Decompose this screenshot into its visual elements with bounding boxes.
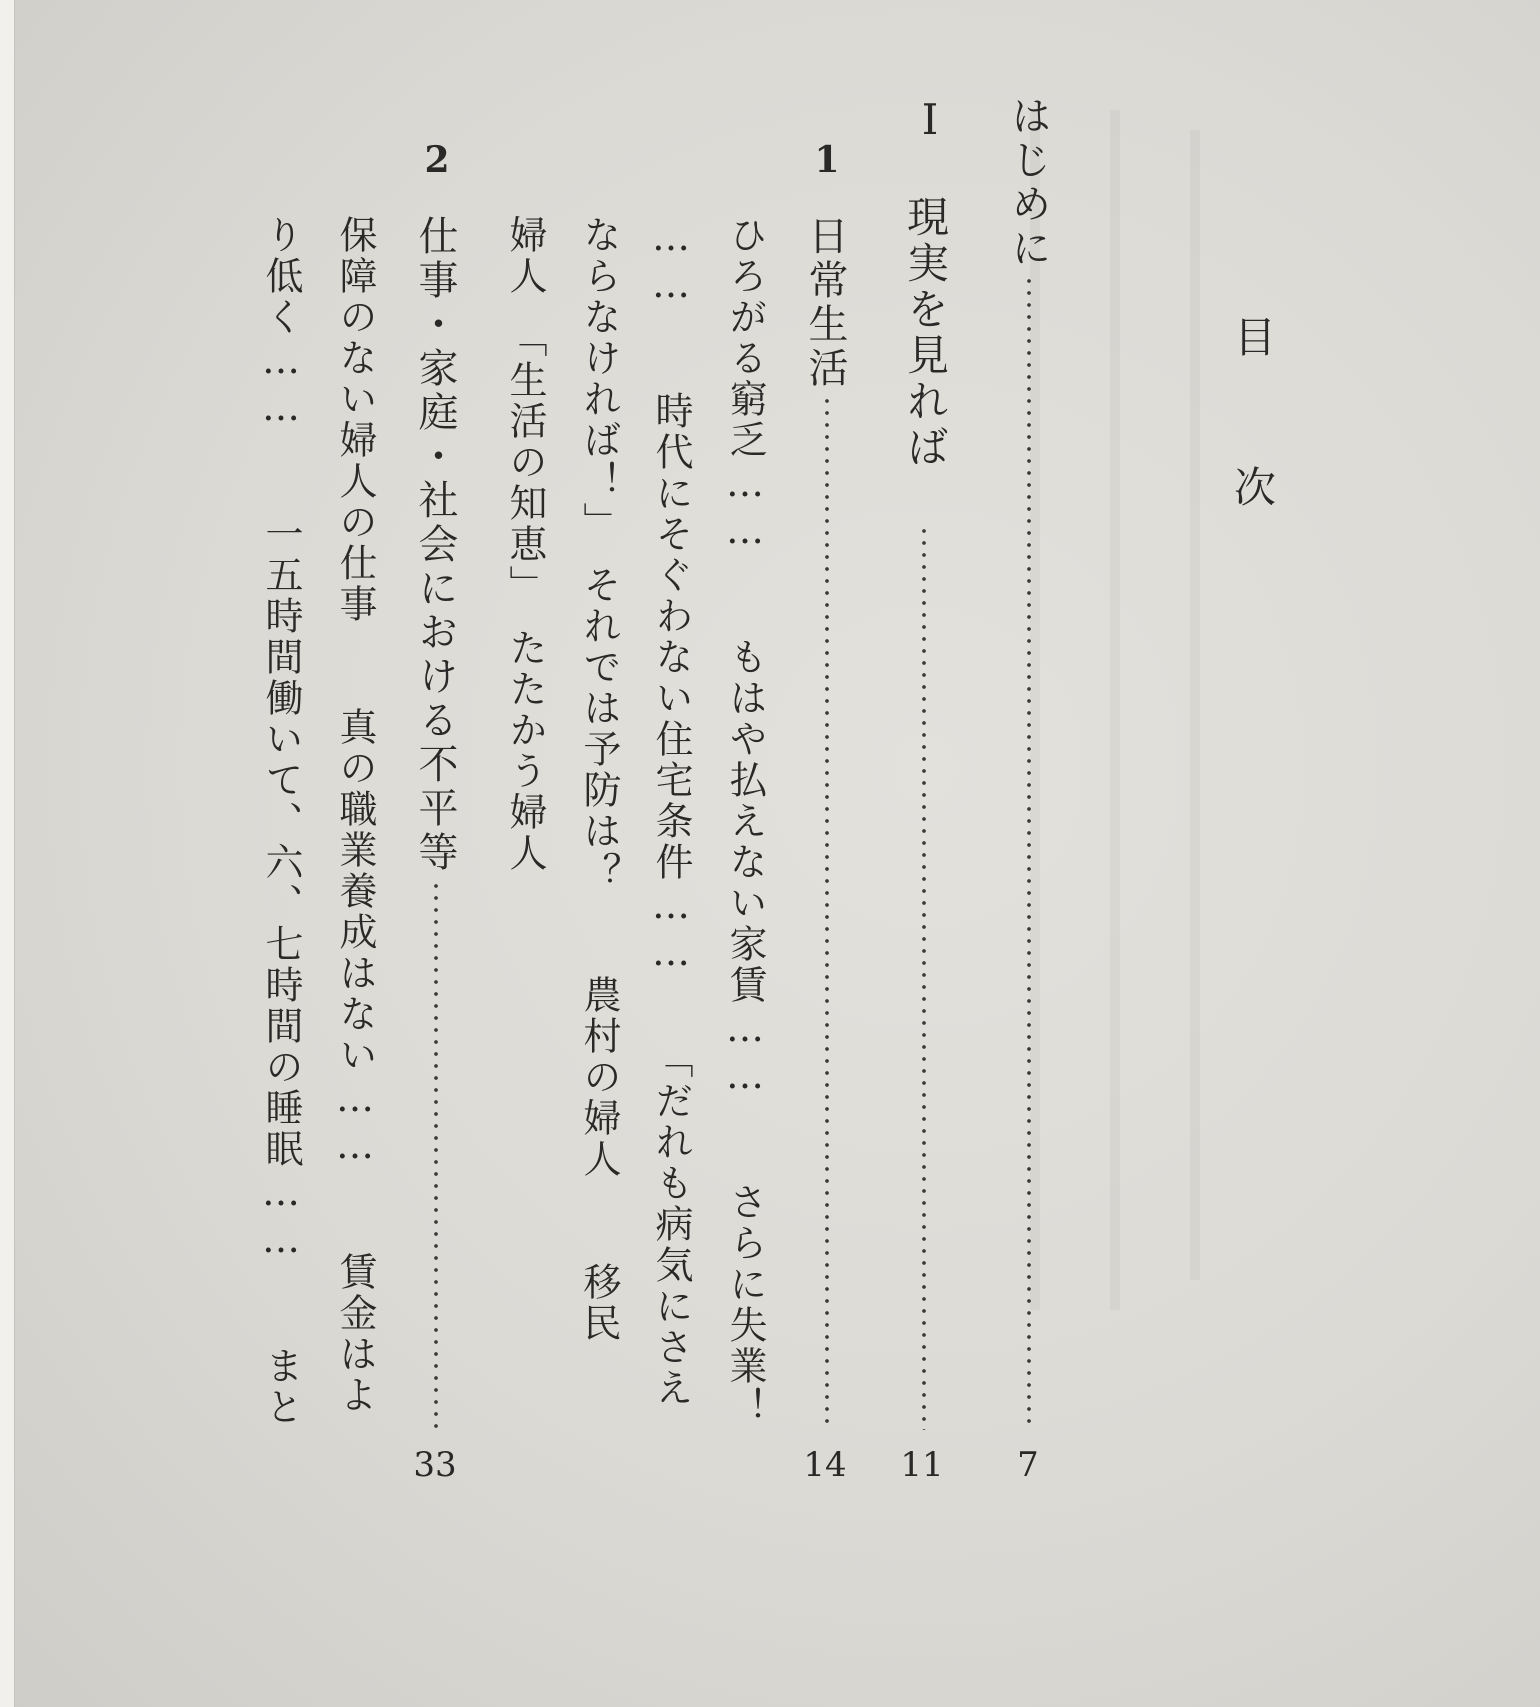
show-through-line [1190, 130, 1200, 1280]
chapter2-topics-line-2: り低く…… 一五時間働いて、六、七時間の睡眠…… まと [259, 215, 303, 1428]
chapter2-topics-line-1: 保障のない婦人の仕事 真の職業養成はない…… 賃金はよ [333, 215, 377, 1416]
page-edge [0, 0, 15, 1707]
toc-entry-chapter1[interactable]: 日常生活 [802, 215, 848, 391]
part-numeral: I [921, 95, 939, 144]
leader-dots-part1 [922, 525, 926, 1430]
show-through-line [1030, 110, 1040, 1310]
toc-entry-part1[interactable]: 現実を見れば [901, 195, 950, 471]
leader-dots-hajimeni [1027, 275, 1031, 1430]
leader-dots-chapter2 [434, 880, 438, 1430]
chapter1-number: 1 [814, 139, 840, 181]
page-number-chapter2: 33 [413, 1445, 457, 1485]
show-through-line [1110, 110, 1120, 1310]
toc-entry-hajimeni[interactable]: はじめに [1005, 95, 1051, 271]
chapter1-topics-line-4: 婦人 「生活の知恵」 たたかう婦人 [503, 215, 547, 874]
chapter2-number: 2 [424, 139, 450, 181]
chapter1-topics-line-2: …… 時代にそぐわない住宅条件…… 「だれも病気にさえ [649, 215, 693, 1409]
leader-dots-chapter1 [825, 395, 829, 1430]
toc-entry-chapter2[interactable]: 仕事・家庭・社会における不平等 [412, 215, 458, 875]
toc-title-char-2: 次 [1233, 463, 1276, 512]
toc-title-char-1: 目 [1233, 313, 1276, 362]
page-number-chapter1: 14 [803, 1445, 847, 1485]
chapter1-topics-line-1: ひろがる窮乏…… もはや払えない家賃…… さらに失業！ [723, 215, 767, 1428]
chapter1-topics-line-3: ならなければ！」 それでは予防は？ 農村の婦人 移民 [577, 215, 621, 1344]
page-number-part1: 11 [900, 1445, 944, 1485]
page-number-hajimeni: 7 [1017, 1445, 1039, 1485]
